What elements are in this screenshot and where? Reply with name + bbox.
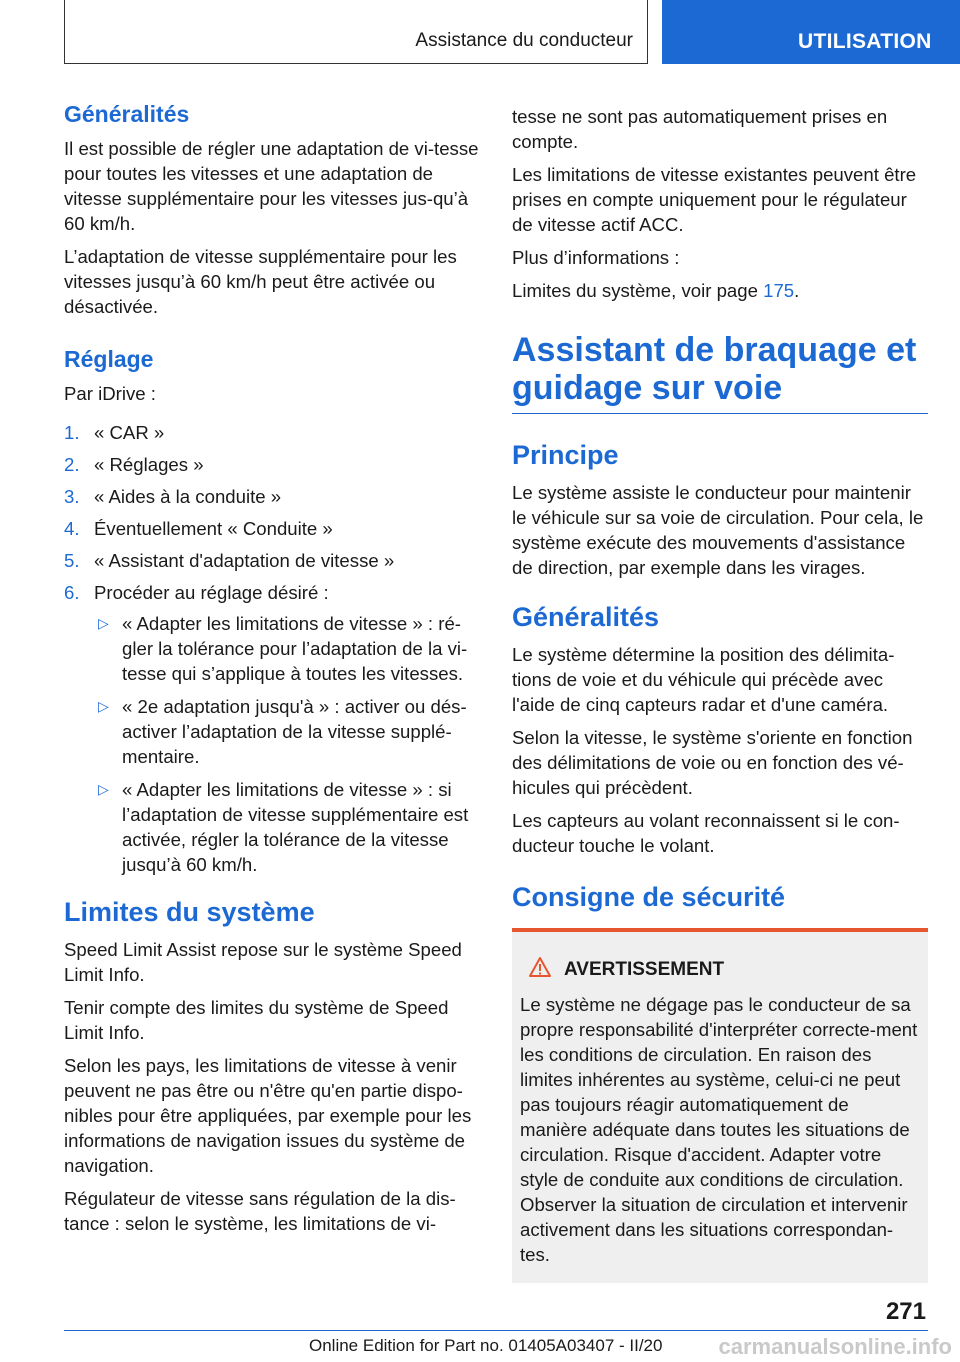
step-text: Procéder au réglage désiré :: [94, 582, 329, 603]
generalites-paragraph-2: L’adaptation de vitesse supplémentaire pour les vitesses jusqu’à 60 km/h peut être activée ou désactivée.: [64, 246, 457, 317]
continued-paragraph-2: Les limitations de vitesse existantes peuvent être prises en compte uniquement pour le régulateur de vitesse actif ACC.: [512, 164, 917, 235]
step-number: 3.: [64, 486, 80, 507]
warning-text: Le système ne dégage pas le conducteur de sa propre responsabilité d'interpréter correcte-ment les conditions de circulation. En raison des limites inhérentes au système, celui-ci ne peut pas toujours réagir automatiquement de manière adéquate dans toutes les situations de circulation. Risque d'accident. Adapter votre style de conduite aux conditions de circulation. Observer la situation de circulation et intervenir activement dans les situations correspondan-tes.: [520, 994, 918, 1265]
step-text: « CAR »: [94, 422, 165, 443]
principe-heading: Principe: [512, 440, 619, 470]
step-number: 1.: [64, 422, 80, 443]
continued-paragraph-3: Plus d’informations :: [512, 247, 680, 268]
step-number: 5.: [64, 550, 80, 571]
step-text: « Aides à la conduite »: [94, 486, 282, 507]
generalites-paragraph-3: Les capteurs au volant reconnaissent si le con-ducteur touche le volant.: [512, 810, 900, 856]
list-item: [94, 694, 480, 769]
warning-triangle-icon: [528, 956, 552, 984]
page-number: 271: [885, 1298, 926, 1325]
cross-reference-text: Limites du système, voir page: [512, 280, 764, 301]
list-item: [64, 420, 480, 445]
reglage-heading: Réglage: [64, 346, 154, 372]
chapter-title: Assistant de braquage et guidage sur voie: [512, 331, 928, 414]
header-section-title: Assistance du conducteur: [415, 30, 633, 51]
list-item: [94, 611, 480, 686]
step-number: 4.: [64, 518, 80, 539]
step-number: 2.: [64, 454, 80, 475]
generalites-heading: Généralités: [512, 602, 660, 632]
list-item: [64, 452, 480, 477]
cross-reference-end: .: [794, 280, 800, 301]
footer-divider: [64, 1330, 928, 1331]
triangle-right-icon: ▷: [98, 698, 109, 714]
list-item: [64, 548, 480, 573]
limites-paragraph-3: Selon les pays, les limitations de vitesse à venir peuvent ne pas être ou n'être qu'en partie dispo-nibles pour être appliquées, par exemple pour les informations de navigation issues du système de navigation.: [64, 1055, 472, 1176]
warning-header: [520, 956, 920, 984]
left-column: [64, 98, 480, 1244]
triangle-right-icon: ▷: [98, 615, 109, 631]
substep-text: « 2e adaptation jusqu'à » : activer ou dés-activer l’adaptation de la vitesse supplé-mentaire.: [122, 696, 467, 767]
step-text: « Assistant d'adaptation de vitesse »: [94, 550, 395, 571]
steps-list: [64, 420, 480, 877]
list-item: [64, 484, 480, 509]
consigne-heading: Consigne de sécurité: [512, 882, 786, 912]
step-text: « Réglages »: [94, 454, 204, 475]
header-section-box: [64, 0, 648, 64]
footer-edition: Online Edition for Part no. 01405A03407 - II/20: [309, 1336, 663, 1355]
triangle-right-icon: ▷: [98, 781, 109, 797]
substep-text: « Adapter les limitations de vitesse » : si l’adaptation de vitesse supplémentaire est activée, régler la tolérance de la vitesse jusqu’à 60 km/h.: [122, 779, 469, 875]
generalites-heading: Généralités: [64, 101, 190, 127]
limites-paragraph-2: Tenir compte des limites du système de Speed Limit Info.: [64, 997, 449, 1043]
limites-heading: Limites du système: [64, 897, 315, 927]
substeps-list: [94, 611, 480, 877]
limites-paragraph-4: Régulateur de vitesse sans régulation de la dis-tance : selon le système, les limitations de vi-: [64, 1188, 456, 1234]
page-link[interactable]: 175: [763, 280, 795, 301]
cross-reference: [512, 278, 928, 303]
step-text: Éventuellement « Conduite »: [94, 518, 333, 539]
list-item: [64, 516, 480, 541]
continued-paragraph-1: tesse ne sont pas automatiquement prises en compte.: [512, 106, 888, 152]
substep-text: « Adapter les limitations de vitesse » : ré-gler la tolérance pour l’adaptation de la vi-tesse qui s’applique à toutes les vitesses.: [122, 613, 468, 684]
watermark: carmanualsonline.info: [718, 1334, 952, 1359]
warning-box: [512, 928, 928, 1283]
generalites-paragraph-1: Le système détermine la position des délimita-tions de voie et du véhicule qui précède avec l'aide de cinq capteurs radar et d'une caméra.: [512, 644, 895, 715]
header-chapter-tab: UTILISATION: [662, 0, 960, 64]
generalites-paragraph-2: Selon la vitesse, le système s'oriente en fonction des délimitations de voie ou en fonction des vé-hicules qui précèdent.: [512, 727, 913, 798]
generalites-paragraph-1: Il est possible de régler une adaptation de vi-tesse pour toutes les vitesses et une adaptation de vitesse supplémentaire pour les vitesses jus-qu’à 60 km/h.: [64, 138, 479, 234]
list-item: [64, 580, 480, 877]
step-number: 6.: [64, 582, 80, 603]
reglage-intro: Par iDrive :: [64, 383, 156, 404]
list-item: [94, 777, 480, 877]
limites-paragraph-1: Speed Limit Assist repose sur le système Speed Limit Info.: [64, 939, 462, 985]
warning-title: AVERTISSEMENT: [564, 959, 725, 980]
right-column: [512, 104, 928, 1283]
principe-paragraph: Le système assiste le conducteur pour maintenir le véhicule sur sa voie de circulation. Pour cela, le système exécute des mouvements d'assistance de direction, par exemple dans les virages.: [512, 482, 924, 578]
